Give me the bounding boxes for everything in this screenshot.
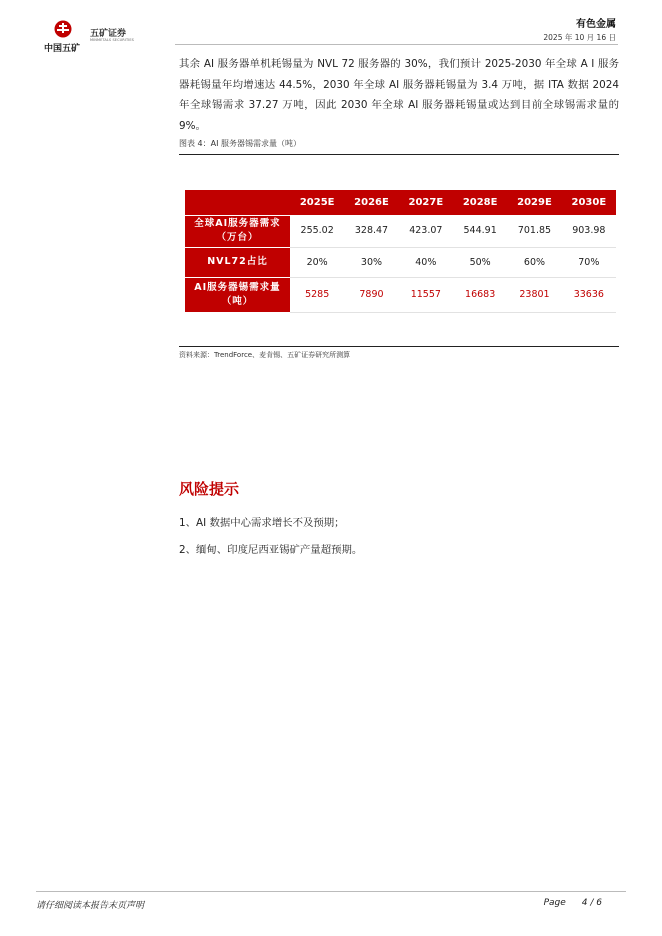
table-cell: 11557 [399, 277, 453, 312]
column-header: 2025E [290, 190, 344, 215]
figure-bottom-rule [179, 346, 619, 347]
logo-securities-en-text: MINMETALS SECURITIES [90, 38, 134, 42]
row-header-line: （万台） [216, 232, 259, 243]
table-cell: 40% [399, 247, 453, 277]
row-header [185, 247, 290, 277]
row-header-line: 全球AI服务器需求 [194, 218, 281, 229]
row-header-line: AI服务器锡需求量 [194, 281, 281, 293]
table-row [185, 247, 616, 277]
table-cell: 701.85 [507, 215, 561, 247]
logo-securities-text: 五矿证券 [90, 29, 127, 39]
column-header: 2028E [453, 190, 507, 215]
row-header-line: （吨） [221, 295, 254, 307]
footer-disclaimer: 请仔细阅读本报告末页声明 [36, 901, 145, 911]
page-number: 4 / 6 [581, 898, 602, 908]
tin-demand-table [185, 190, 616, 313]
table-cell: 903.98 [562, 215, 616, 247]
risk-section-title: 风险提示 [179, 480, 240, 498]
figure-source: 资料来源：TrendForce、麦肯锡、五矿证券研究所测算 [179, 351, 351, 359]
row-header [185, 215, 290, 247]
table-row [185, 277, 616, 312]
footer-divider [36, 891, 626, 892]
column-header: 2029E [507, 190, 561, 215]
figure-top-rule [179, 154, 619, 155]
figure-title: 图表 4：AI 服务器锡需求量（吨） [179, 139, 302, 148]
row-header-line: NVL72占比 [207, 256, 268, 267]
table-cell: 5285 [290, 277, 344, 312]
report-date: 2025 年 10 月 16 日 [543, 33, 616, 42]
risk-item: 2、缅甸、印度尼西亚锡矿产量超预期。 [179, 544, 363, 556]
table-cell: 544.91 [453, 215, 507, 247]
column-header: 2027E [399, 190, 453, 215]
column-header: 2030E [562, 190, 616, 215]
logo-cmc-text: 中国五矿 [44, 44, 81, 54]
table-cell: 60% [507, 247, 561, 277]
table-cell: 7890 [344, 277, 398, 312]
page-label: Page [543, 898, 566, 908]
column-header: 2026E [344, 190, 398, 215]
page-indicator [544, 898, 602, 908]
china-minmetals-emblem-icon [52, 20, 74, 40]
report-category: 有色金属 [576, 19, 616, 30]
body-paragraph: 其余 AI 服务器单机耗锡量为 NVL 72 服务器的 30%，我们预计 2025-2030 年全球 A I 服务器耗锡量年均增速达 44.5%，2030 年全球 AI 服务器耗锡量为 3.4 万吨，据 ITA 数据 2024 年全球锡需求 37.27 万吨，因此 2030 年全球 AI 服务器耗锡量或达到目前全球锡需求量的 9%。 [179, 58, 619, 132]
table-cell: 70% [562, 247, 616, 277]
table-cell: 328.47 [344, 215, 398, 247]
table-cell: 20% [290, 247, 344, 277]
table-cell: 16683 [453, 277, 507, 312]
table-cell: 255.02 [290, 215, 344, 247]
table-cell: 30% [344, 247, 398, 277]
logo [44, 20, 144, 54]
table-cell: 23801 [507, 277, 561, 312]
table-row [185, 215, 616, 247]
table-cell: 33636 [562, 277, 616, 312]
header-divider [175, 44, 618, 45]
row-header [185, 277, 290, 312]
table-cell: 423.07 [399, 215, 453, 247]
risk-item: 1、AI 数据中心需求增长不及预期； [179, 517, 345, 529]
table-cell: 50% [453, 247, 507, 277]
table-corner-cell [185, 190, 290, 215]
